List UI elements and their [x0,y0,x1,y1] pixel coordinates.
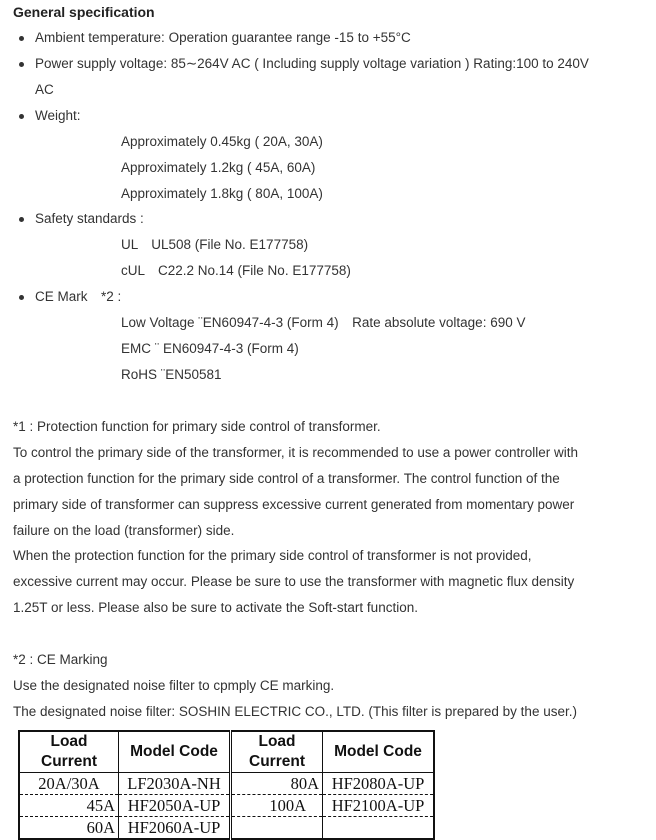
table-header: Load Current [19,731,119,773]
note1-line: failure on the load (transformer) side. [13,523,235,538]
table-cell: 100A [231,795,323,817]
table-cell: LF2030A-NH [119,773,231,795]
ce-mark-label: CE Mark *2 : [35,289,122,304]
note1-line: 1.25T or less. Please also be sure to activate the Soft-start function. [13,600,418,615]
table-cell: 60A [19,817,119,840]
weight-item: Approximately 1.8kg ( 80A, 100A) [121,186,323,201]
table-cell: 20A/30A [19,773,119,795]
section-heading: General specification [13,4,155,20]
table-cell: HF2100A-UP [323,795,435,817]
table-cell: HF2050A-UP [119,795,231,817]
weight-label: Weight: [35,108,81,123]
bullet-icon [19,62,24,67]
power-supply-line1: Power supply voltage: 85∼264V AC ( Including supply voltage variation ) Rating:100 to 240V [35,56,589,71]
safety-item: cUL C22.2 No.14 (File No. E177758) [121,263,351,278]
note1-line: a protection function for the primary side control of a transformer. The control function of the [13,471,560,486]
bullet-icon [19,114,24,119]
table-header: Load Current [231,731,323,773]
bullet-icon [19,217,24,222]
ce-item: Low Voltage ¨EN60947-4-3 (Form 4) Rate absolute voltage: 690 V [121,315,526,330]
ce-item: EMC ¨ EN60947-4-3 (Form 4) [121,341,299,356]
bullet-icon [19,36,24,41]
ambient-temperature: Ambient temperature: Operation guarantee range -15 to +55°C [35,30,411,45]
table-row [19,795,434,817]
table-cell: HF2060A-UP [119,817,231,840]
note1-line: To control the primary side of the transformer, it is recommended to use a power controller with [13,445,578,460]
note2-title: *2 : CE Marking [13,652,108,667]
table-header-row [19,731,434,773]
table-cell: HF2080A-UP [323,773,435,795]
table-cell: 45A [19,795,119,817]
table-header: Model Code [119,731,231,773]
table-row [19,773,434,795]
table-cell [323,817,435,840]
note1-line: When the protection function for the primary side control of transformer is not provided, [13,548,532,563]
bullet-icon [19,295,24,300]
table-header: Model Code [323,731,435,773]
table-cell [231,817,323,840]
note2-line: Use the designated noise filter to cpmply CE marking. [13,678,335,693]
power-supply-line2: AC [35,82,54,97]
ce-item: RoHS ¨EN50581 [121,367,222,382]
note2-line: The designated noise filter: SOSHIN ELECTRIC CO., LTD. (This filter is prepared by the user.) [13,704,577,719]
table-row [19,817,434,840]
noise-filter-table [18,730,435,840]
note1-line: primary side of transformer can suppress excessive current generated from momentary power [13,497,575,512]
safety-item: UL UL508 (File No. E177758) [121,237,309,252]
note1-title: *1 : Protection function for primary side control of transformer. [13,419,381,434]
weight-item: Approximately 0.45kg ( 20A, 30A) [121,134,323,149]
table-cell: 80A [231,773,323,795]
safety-label: Safety standards : [35,211,144,226]
weight-item: Approximately 1.2kg ( 45A, 60A) [121,160,316,175]
note1-line: excessive current may occur. Please be sure to use the transformer with magnetic flux density [13,574,575,589]
